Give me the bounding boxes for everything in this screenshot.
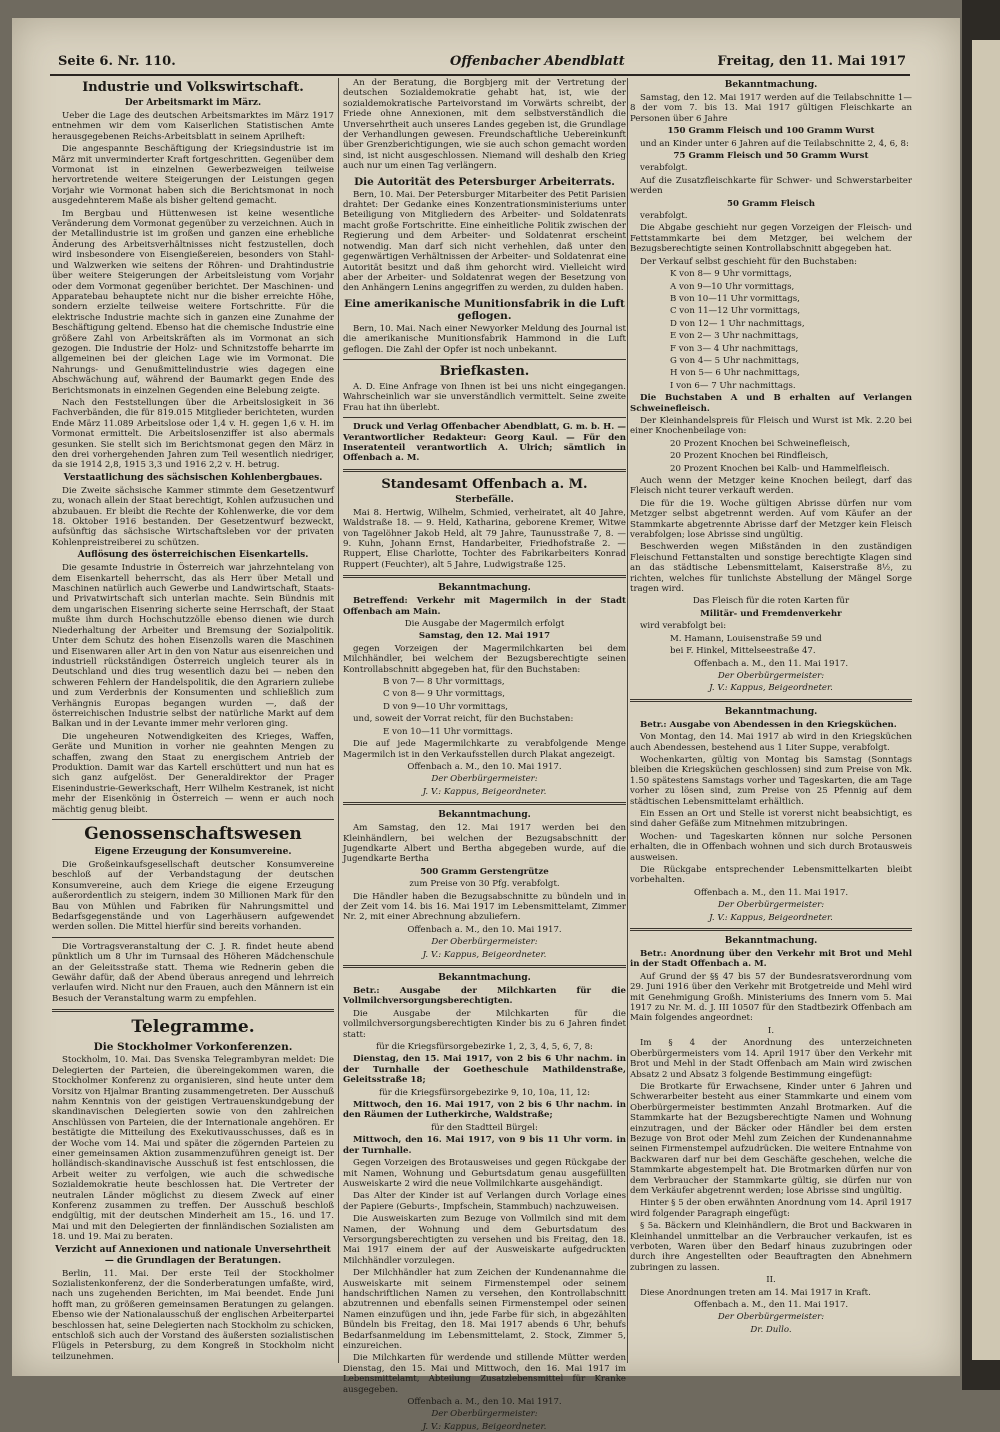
notice-date: Samstag, den 12. Mai 1917 [418,631,551,642]
article-title: Auflösung des österreichischen Eisenkartells. [77,550,309,561]
paragraph: Die Abgabe geschieht nur gegen Vorzeigen der Fleisch- und Fettstammkarte bei dem Metzger, bei welchem der Bezugsberechtigte seinen Kontrollabschnitt abgegeben hat. [630,223,912,255]
paragraph: 50 Gramm Fleisch [727,198,815,209]
paragraph: Auch wenn der Metzger keine Knochen beilegt, darf das Fleisch nicht teurer verkauft werden. [630,476,912,497]
signature-title: Der Oberbürgermeister: [717,900,825,911]
paragraph: Die Zweite sächsische Kammer stimmte dem Gesetzentwurf zu, wonach allein der Staat berechtigt, Kohlen aufzusuchen und abzubauen. Er bleibt die Rechte der Kohlenwerke, die vor dem 18. Oktober 1916 bestanden. Der Gesetzentwurf bezweckt, aufsünftig das sächsische Wirtschaftsleben vor der privaten Kohlenpreistreiberei zu schützen. [52,485,334,548]
adjacent-page-strip [972,40,1000,1360]
paragraph: Am Samstag, den 12. Mai 1917 werden bei den Kleinhändlern, bei welchen der Bezugsabschnitt der Jugendkarte Albert und Bertha abgegeben wurde, auf die Jugendkarte Bertha [343,823,626,865]
paragraph: Die Ausgabe der Milchkarten für die vollmilchversorgungsberechtigten Kinder bis zu 6 Jahren findet statt: [343,1008,626,1040]
paragraph: 20 Prozent Knochen bei Kalb- und Hammelfleisch. [670,463,890,474]
notice-subject: Betr.: Anordnung über den Verkehr mit Brot und Mehl in der Stadt Offenbach a. M. [630,949,912,970]
paragraph: Die ungeheuren Notwendigkeiten des Krieges, Waffen, Geräte und Munition in vorher nie geahnten Mengen zu schaffen, zwang den Staat zu energischem Antrieb der Produktion. Damit war das Kartell erschüttert und nun hat es sich ganz aufgelöst. Der Generaldirektor der Prager Eisenindustrie-Gewerkschaft, Herr Wilhelm Kestranek, ist nicht mehr der Eisenkönig in Österreich — wenn er auch noch mächtig genug bleibt. [52,731,334,815]
paragraph: Beschwerden wegen Mißständen in den zuständigen Fleischund Fettanstalten und sonstige berechtigte Klagen sind an das städtische Lebensmittelamt, Kaiserstraße 8½, zu richten, welches für tunlichste Abstellung der Mängel Sorge tragen wird. [630,542,912,595]
paragraph: Samstag, den 12. Mai 1917 werden auf die Teilabschnitte 1—8 der vom 7. bis 13. Mai 1917 gültigen Fleischkarte an Personen über 6 Jahre [630,93,912,124]
paragraph: Dienstag, den 15. Mai 1917, von 2 bis 6 Uhr nachm. in der Turnhalle der Goetheschule Mathildenstraße, Geleitsstraße 18; [343,1054,626,1086]
paragraph: für den Stadtteil Bürgel: [431,1122,538,1133]
divider [52,937,334,938]
paragraph: Bern, 10. Mai. Nach einer Newyorker Meldung des Journal ist die amerikanische Munitionsfabrik Hammond in die Luft geflogen. Die Zahl der Opfer ist noch unbekannt. [343,323,626,355]
paragraph: Diese Anordnungen treten am 14. Mai 1917 in Kraft. [640,1287,871,1298]
paragraph: bei F. Hinkel, Mittelseestraße 47. [670,646,816,657]
section-title-cooperative: Genossenschaftswesen [84,824,302,844]
paragraph: Auf Grund der §§ 47 bis 57 der Bundesratsverordnung vom 29. Juni 1916 über den Verkehr mit Brotgetreide und Mehl wird mit Genehmigung Großh. Ministeriums des Innern vom 5. Mai 1917 zu Nr. M. d. J. III 10507 für den Stadtbezirk Offenbach am Main folgendes angeordnet: [630,971,912,1024]
paragraph: A. D. Eine Anfrage von Ihnen ist bei uns nicht eingegangen. Wahrscheinlich war sie unverständlich vermittelt. Seine zweite Frau hat ihn überlebt. [343,381,626,413]
paragraph: 150 Gramm Fleisch und 100 Gramm Wurst [667,126,875,137]
paragraph: für die Kriegsfürsorgebezirke 9, 10, 10a, 11, 12: [378,1087,591,1098]
page-header [50,50,910,76]
divider [343,965,626,968]
paragraph: Das Alter der Kinder ist auf Verlangen durch Vorlage eines der Papiere (Geburts-, Impfschein, Stammbuch) nachzuweisen. [343,1191,626,1212]
schedule-line: G von 4— 5 Uhr nachmittags, [670,355,800,366]
paragraph: M. Hamann, Louisenstraße 59 und [670,633,822,644]
notice-title: Bekanntmachung. [438,583,531,594]
article-title: Der Arbeitsmarkt im März. [124,98,262,108]
signature-title: Der Oberbürgermeister: [431,1409,538,1420]
divider [343,575,626,578]
paragraph: Im § 4 der Anordnung des unterzeichneten Oberbürgermeisters vom 14. April 1917 über den Verkehr mit Brot und Mehl in der Stadt Offenbach am Main wird zwischen Absatz 2 und Absatz 3 folgende Bestimmung eingefügt: [630,1038,912,1080]
paragraph: Wochen- und Tageskarten können nur solche Personen erhalten, die in Offenbach wohnen und sich durch Brotausweis ausweisen. [630,831,912,863]
paragraph: Die Brotkarte für Erwachsene, Kinder unter 6 Jahren und Schwerarbeiter besteht aus einer Stammkarte und einem vom Oberbürgermeister bestimmten Anzahl Brotmarken. Auf die Stammkarte hat der Bezugsberechtigte Namen und Wohnung einzutragen, und der Bäcker oder Händler bei dem ersten Bezuge von Brot oder Mehl zum Zeichen der Kundenannahme seinen Firmenstempel aufzudrücken. Die weitere Entnahme von Backwaren darf nur bei dem Geschäfte geschehen, welche die Stammkarte abgestempelt hat. Die Brotmarken dürfen nur von dem Verbraucher der Stammkarte gültig, sie dürfen nur von dem Verkäufer abgetrennt werden; lose Abrisse sind ungültig. [630,1081,912,1196]
schedule-line: H von 5— 6 Uhr nachmittags, [670,368,800,379]
signature: J. V.: Kappus, Beigeordneter. [422,1421,547,1432]
paragraph: Berlin, 11. Mai. Der erste Teil der Stockholmer Sozialistenkonferenz, der die Sonderberatungen umfaßte, wird, nach uns zugehenden Berichten, im Mai beendet. Ende Juni hofft man, zu größeren gemeinsamen Beratungen zu gelangen. Ebenso wie der Nationalausschuß der englischen Arbeiterpartei beschlossen hat, seine Delegierten nach Stockholm zu schicken, entschloß sich auch der Vorstand des äußersten sozialistischen Flügels in Petersburg, zu dem Kongreß in Stockholm nicht teilzunehmen. [52,1268,334,1362]
schedule-line: K von 8— 9 Uhr vormittags, [670,269,792,280]
adjacent-page-edge [962,0,1000,1390]
paragraph: Der Kleinhandelspreis für Fleisch und Wurst ist Mk. 2.20 bei einer Knochenbeilage von: [630,415,912,437]
signature-title: Der Oberbürgermeister: [431,937,538,948]
paragraph: verabfolgt. [640,211,688,222]
notice-place-date: Offenbach a. M., den 11. Mai 1917. [693,887,849,898]
signature-title: Der Oberbürgermeister: [717,670,825,681]
paragraph: Die angespannte Beschäftigung der Kriegsindustrie ist im März mit unverminderter Kraft fortgeschritten. Gegenüber dem Vormonat ist in einzelnen Gewerbezweigen teilweise hervortretende weitere Steigerungen der Leistungen gegen Vorjahr wie Vormonat haben sich die Berichtsmonat in noch ausgedehnterem Maße als bisher geltend gemacht. [52,144,334,207]
signature: J. V.: Kappus, Beigeordneter. [422,786,547,797]
paragraph: Ein Essen an Ort und Stelle ist vorerst nicht beabsichtigt, es sind daher Gefäße zum Mitnehmen mitzubringen. [630,808,912,830]
signature: J. V.: Kappus, Beigeordneter. [709,912,833,923]
schedule-line: F von 3— 4 Uhr nachmittags, [670,343,799,354]
paragraph: § 5a. Bäckern und Kleinhändlern, die Brot und Backwaren in Kleinhandel unmittelbar an die Verbraucher verkaufen, ist es verboten, Waren über den Bedarf hinaus zuzubringen oder durch ihre Angestellten oder Beauftragten den Abnehmern zubringen zu lassen. [630,1221,912,1273]
schedule-line: B von 10—11 Uhr vormittags, [670,293,800,304]
divider [343,469,626,472]
paragraph: Der Verkauf selbst geschieht für den Buchstaben: [640,256,858,267]
paragraph: Das Fleisch für die roten Karten für [692,596,850,607]
paragraph: und, soweit der Vorrat reicht, für den Buchstaben: [353,714,574,725]
paragraph: Die Händler haben die Bezugsabschnitte zu bündeln und in der Zeit vom 14. bis 16. Mai 1917 im Lebensmittelamt, Zimmer Nr. 2, mit einer Abrechnung abzuliefern. [343,891,626,923]
section-title-telegrams: Telegramme. [131,1017,255,1038]
paragraph: Die Ausgabe der Magermilch erfolgt [404,619,565,630]
paragraph: Militär- und Fremdenverkehr [700,608,842,619]
notice-subject: Betr.: Ausgabe der Milchkarten für die Vollmilchversorgungsberechtigten. [343,986,626,1007]
paragraph: An der Beratung, die Borgbjerg mit der Vertretung der deutschen Sozialdemokratie gehabt hat, ist, wie der sozialdemokratische Parteivorstand im Vorwärts schreibt, der Friede ohne Annexionen, mit dem selbstverständlich die Unversehrtheit auch unseres Landes gegeben ist, die Grundlage der Verhandlungen gewesen. Freundschaftliche Uebereinkunft über Grenzberichtigungen, wie sie auch schon gemacht worden sind, ist nicht ausgeschlossen. Niemand will deshalb den Krieg auch nur um einen Tag verlängern. [343,78,626,172]
paragraph: Ueber die Lage des deutschen Arbeitsmarktes im März 1917 entnehmen wir dem vom Kaiserlichen Statistischen Amte herausgegebenen Reichs-Arbeitsblatt in seinem Aprilheft: [52,111,334,142]
newspaper-name: Offenbacher Abendblatt [450,54,625,69]
paragraph: und an Kinder unter 6 Jahren auf die Teilabschnitte 2, 4, 6, 8: [640,138,909,149]
signature: J. V.: Kappus, Beigeordneter. [709,683,833,694]
divider [52,1009,334,1012]
schedule-line: E von 10—11 Uhr vormittags. [383,726,513,737]
paragraph: Die Großeinkaufsgesellschaft deutscher Konsumvereine beschloß auf der Verbandstagung der deutschen Konsumvereine, auch dem Kriege die eigene Erzeugung außerordentlich zu steigern, indem 30 Millionen Mark für den Bau von Mühlen und Fabriken für Nahrungsmittel und Bedarfsgegenstände und von Lagerhäusern aufgewendet werden sollen. Die Mittel hierfür sind bereits vorhanden. [52,860,334,933]
paragraph: zum Preise von 30 Pfg. verabfolgt. [409,879,560,890]
article-title: Verzicht auf Annexionen und nationale Unversehrtheit — die Grundlagen der Beratungen. [55,1244,331,1266]
notice-subject: Betr.: Ausgabe von Abendessen in den Kriegsküchen. [640,719,897,730]
notice-place-date: Offenbach a. M., den 11. Mai 1917. [693,1300,849,1311]
paragraph: Die Buchstaben A und B erhalten auf Verlangen Schweinefleisch. [630,393,912,414]
schedule-line: D von 12— 1 Uhr nachmittags, [670,318,805,329]
schedule-line: A von 9—10 Uhr vormittags, [670,281,795,292]
signature: J. V.: Kappus, Beigeordneter. [422,949,547,960]
paragraph: Im Bergbau und Hüttenwesen ist keine wesentliche Veränderung dem Vormonat gegenüber zu verzeichnen. Auch in der Metallindustrie ist im großen und ganzen eine erhebliche Änderung des Arbeitsverhältnisses nicht festzustellen, doch wird insbesondere von Eisengießereien, besonders von Stahl- und Walzwerken wie seitens der Röhren- und Drahtindustrie über weitere Steigerungen der Arbeitsleistung vom Vorjahr oder dem Vormonat gegenüber berichtet. Der Maschinen- und Apparatebau behauptete nicht nur die bisher erreichte Höhe, sondern erzielte teilweise weitere Fortschritte. Für die elektrische Industrie machte sich in ganzen eine Zunahme der Beschäftigung geltend. Ebenso hat die chemische Industrie eine größere Zahl von Arbeitskräften als im Vormonat an sich gezogen. Die Industrie der Holz- und Schnitzstoffe beharrte im allgemeinen bei der gleichen Lage wie im Vormonat. Die Nahrungs- und Genußmittelindustrie wies dagegen eine Abschwächung auf, während der Baumarkt gegen Ende des Berichtsmonats in einzelnen Gegenden eine Belebung zeigte. [52,208,334,396]
paragraph: 500 Gramm Gerstengrütze [420,866,549,877]
article-title: Eigene Erzeugung der Konsumvereine. [94,847,292,857]
paragraph: Mittwoch, den 16. Mai 1917, von 2 bis 6 Uhr nachm. in den Räumen der Lutherkirche, Waldstraße; [343,1100,626,1121]
subsection-title: Sterbefälle. [455,494,514,505]
paragraph: Wochenkarten, gültig von Montag bis Samstag (Sonntags bleiben die Kriegsküchen geschlossen) sind zum Preise von Mk. 1.50 spätestens Samstags vorher und Tageskarten, die am Tage vorher zu lösen sind, zum Preise von 25 Pfennig auf dem städtischen Lebensmittelamt erhältlich. [630,754,912,807]
divider [343,417,626,418]
paragraph: 20 Prozent Knochen bei Rindfleisch, [670,451,829,462]
paragraph: Der Milchhändler hat zum Zeichen der Kundenannahme die Ausweiskarte mit seinem Firmenstempel oder seinem handschriftlichen Namen zu versehen, den Kontrollabschnitt abzutrennen und ebenfalls seinen Firmenstempel oder seinen Namen einzufügen und ihn, jede Farbe für sich, in abgezählten Bündeln bis Freitag, den 18. Mai 1917 abends 6 Uhr, behufs Bedarfsanmeldung im Lebensmittelamt, 2. Stock, Zimmer 5, einzureichen. [343,1268,626,1351]
paragraph: Mai 8. Hertwig, Wilhelm, Schmied, verheiratet, alt 40 Jahre, Waldstraße 18. — 9. Held, Katharina, geborene Kremer, Witwe von Tagelöhner Jakob Held, alt 79 Jahre, Taunusstraße 7, 8. — 9. Kuhn, Johann Ernst, Handarbeiter, Friedhofstraße 2. — Ruppert, Elise Charlotte, Tochter des Fabrikarbeiters Konrad Ruppert (Feuchter), alt 5 Jahre, Ludwigstraße 125. [343,507,626,570]
paragraph: Die auf jede Magermilchkarte zu verabfolgende Menge Magermilch ist in den Verkaufsstellen durch Plakat angezeigt. [343,739,626,760]
notice-title: Bekanntmachung. [724,936,818,947]
article-title: Die Stockholmer Vorkonferenzen. [93,1041,293,1054]
notice-place-date: Offenbach a. M., den 10. Mai 1917. [407,924,562,935]
section-title-registry: Standesamt Offenbach a. M. [381,476,588,492]
notice-place-date: Offenbach a. M., den 10. Mai 1917. [407,1397,562,1408]
paragraph: Von Montag, den 14. Mai 1917 ab wird in den Kriegsküchen auch Abendessen, bestehend aus 1 Liter Suppe, verabfolgt. [630,732,912,753]
divider [630,699,912,702]
schedule-line: E von 2— 3 Uhr nachmittags, [670,331,799,342]
notice-place-date: Offenbach a. M., den 10. Mai 1917. [407,761,562,772]
paragraph: wird verabfolgt bei: [640,621,727,632]
notice-title: Bekanntmachung. [724,706,818,717]
page-number: Seite 6. Nr. 110. [58,54,176,69]
column-2 [343,78,626,1432]
paragraph: Auf die Zusatzfleischkarte für Schwer- und Schwerstarbeiter werden [630,175,912,197]
paragraph: Nach den Feststellungen über die Arbeitslosigkeit in 36 Fachverbänden, die für 819.015 Mitglieder berichteten, wurden Ende März 11.089 Arbeitslose oder 1,4 v. H. gegen 1,6 v. H. im Vormonat ermittelt. Die Arbeitslosenziffer ist also abermals gesunken. Sie stellt sich im Berichtsmonat gegen den März in den drei vorhergehenden Jahren zum Teil wesentlich niedriger, da sie 1914 2,8, 1915 3,3 und 1916 2,2 v. H. betrug. [52,397,334,471]
notice-title: Bekanntmachung. [724,80,818,90]
imprint: Druck und Verlag Offenbacher Abendblatt, G. m. b. H. — Verantwortlicher Redakteur: Georg Kaul. — Für den Inseratenteil verantwortlich A. Ulrich; sämtlich in Offenbach a. M. [343,422,626,464]
divider [343,802,626,805]
signature-title: Der Oberbürgermeister: [717,1312,825,1323]
paragraph: verabfolgt. [640,163,688,174]
paragraph: Bern, 10. Mai. Der Petersburger Mitarbeiter des Petit Parisien drahtet: Der Gedanke eines Konzentrationsministeriums unter Beteiligung von Mitgliedern des Arbeiter- und Soldatenrats macht große Fortschritte. Eine einheitliche Politik zwischen der Regierung und dem Arbeiter- und Soldatenrat erscheint notwendig. Man darf sich nicht verhehlen, daß unter den gegenwärtigen Verhältnissen der Arbeiter- und Soldatenrat eine Autorität besitzt und daß ihm gehorcht wird. Vielleicht wird aber der Arbeiter- und Soldatenrat wegen der Besetzung von den Anhängern Lenins angegriffen zu werden, zu dulden haben. [343,189,626,294]
schedule-line: B von 7— 8 Uhr vormittags, [383,677,505,688]
paragraph: gegen Vorzeigen der Magermilchkarten bei dem Milchhändler, bei welchem der Bezugsberechtigte seinen Kontrollabschnitt abgegeben hat, für den Buchstaben: [343,643,626,675]
paragraph: Die Ausweiskarten zum Bezuge von Vollmilch sind mit dem Namen, der Wohnung und dem Geburtsdatum des Versorgungsberechtigten zu versehen und bis Freitag, den 18. Mai 1917 einem der auf der Ausweiskarte aufgedruckten Milchhändler vorzulegen. [343,1214,626,1266]
paragraph: Die Vortragsveranstaltung der C. J. R. findet heute abend pünktlich um 8 Uhr im Turnsaal des Höheren Mädchenschule an der Geleitsstraße statt. Thema wie Rednerin geben die Gewähr dafür, daß der Abend überaus anregend und lehrreich verlaufen wird. Nicht nur den Frauen, auch den Männern ist ein Besuch der Veranstaltung warm zu empfehlen. [52,941,334,1004]
article-title: Die Autorität des Petersburger Arbeiterrats. [354,175,615,188]
signature-title: Der Oberbürgermeister: [431,774,538,785]
notice-place-date: Offenbach a. M., den 11. Mai 1917. [693,658,849,669]
paragraph: 20 Prozent Knochen bei Schweinefleisch, [670,438,851,449]
paragraph: Mittwoch, den 16. Mai 1917, von 9 bis 11 Uhr vorm. in der Turnhalle. [343,1135,626,1156]
schedule-line: C von 8— 9 Uhr vormittags, [383,689,505,700]
notice-title: Bekanntmachung. [438,810,531,821]
paragraph: 75 Gramm Fleisch und 50 Gramm Wurst [673,151,869,162]
paragraph: Hinter § 5 der oben erwähnten Anordnung vom 14. April 1917 wird folgender Paragraph eingefügt: [630,1198,912,1219]
paragraph: Die Milchkarten für werdende und stillende Mütter werden Dienstag, den 15. Mai und Mittwoch, den 16. Mai 1917 im Lebensmittelamt, Abteilung Zusatzlebensmittel für Kranke ausgegeben. [343,1353,626,1395]
notice-title: Bekanntmachung. [438,973,531,983]
column-rule-1 [338,78,339,1363]
paragraph: Stockholm, 10. Mai. Das Svenska Telegrambyran meldet: Die Delegierten der Parteien, die übereingekommen waren, die Stockholmer Konferenz zu organisieren, sind heute unter dem Vorsitz von Hjalmar Branting zusammengetreten. Der Ausschuß nahm Kenntnis von der geistigen Vertrauenskundgebung der skandinavischen Delegierten sowie von den zahlreichen Anschlüssen von Parteien, die der Internationale angehören. Er bestätigte die Mitteilung des Exekutivausschusses, daß es in der Woche vom 14. Mai und später die zögernden Parteien zu einer gemeinsamen Aktion zusammenzuführen geneigt ist. Der holländisch-skandinavische Ausschuß ist fest entschlossen, die Arbeit weiter zu verfolgen, wie auch die schwedische Sozialdemokratie heute beschlossen hat. Die Vertreter der neutralen Länder möglichst zu diesem Zweck auf einer Konferenz zusammen zu treffen. Der Ausschuß beschloß endgültig, mit der deutschen Minderheit am 15., 16. und 17. Mai und mit den Delegierten der finnländischen Sozialisten am 18. und 19. Mai zu beraten. [52,1055,334,1243]
article-title: Verstaatlichung des sächsischen Kohlenbergbaues. [63,472,323,483]
paragraph: für die Kriegsfürsorgebezirke 1, 2, 3, 4, 5, 6, 7, 8: [376,1042,593,1053]
paragraph: Die Rückgabe entsprechender Lebensmittelkarten bleibt vorbehalten. [630,865,912,886]
divider [630,928,912,931]
issue-date: Freitag, den 11. Mai 1917 [717,54,906,69]
column-rule-2 [627,78,628,1363]
schedule-line: I von 6— 7 Uhr nachmittags. [670,380,796,391]
notice-subject: Betreffend: Verkehr mit Magermilch in der Stadt Offenbach am Main. [343,596,626,617]
paragraph: Die für die 19. Woche gültigen Abrisse dürfen nur vom Metzger selbst abgetrennt werden. Auf vom Käufer an der Stammkarte abgetrennte Abrisse darf der Metzger kein Fleisch verabfolgen; lose Abrisse sind ungültig. [630,498,912,541]
section-title-mailbox: Briefkasten. [439,363,530,379]
signature: Dr. Dullo. [750,1324,792,1335]
section-title-industry: Industrie und Volkswirtschaft. [82,80,304,95]
column-1 [52,78,334,1368]
divider [52,819,334,820]
column-3 [630,78,912,1368]
paragraph: Die gesamte Industrie in Österreich war jahrzehntelang von dem Eisenkartell beherrscht, das als Herr über Metall und Maschinen natürlich auch Gewerbe und Landwirtschaft, Staats- und Privatwirtschaft sich unterlan machte. Sein Bündnis mit dem ungarischen Eisenring sicherte seine Herrschaft, der Staat mußte ihm durch Hochschutzzölle ebenso dienen wie durch Niederhaltung der Arbeiter und Bremsung der Sozialpolitik. Unter dem Schutz des hohen Eisenzolls waren die Maschinen und Eisenwaren aller Art in den von Natur aus eisenreichen und industriell rückständigen Österreich ungleich teurer als in Deutschland und dies trug wesentlich dazu bei — neben den schweren Fehlern der Handelspolitik, die den Agrariern zuliebe und zum Verderbnis der Konsumenten und schließlich zum Verhängnis Europas begangen wurden —, daß der österreichischen Industrie selbst der natürliche Markt auf dem Balkan und in der Levante immer mehr verloren ging. [52,563,334,730]
paragraph: Gegen Vorzeigen des Brotausweises und gegen Rückgabe der mit Namen, Wohnung und Geburtsdatum genau ausgefüllten Ausweiskarte 2 wird die neue Vollmilchkarte ausgehändigt. [343,1158,626,1189]
divider [343,359,626,360]
roman-numeral: II. [766,1275,776,1286]
schedule-line: D von 9—10 Uhr vormittags, [383,701,508,712]
schedule-line: C von 11—12 Uhr vormittags, [670,306,801,317]
roman-numeral: I. [767,1025,775,1036]
article-title: Eine amerikanische Munitionsfabrik in die Luft geflogen. [344,297,625,322]
